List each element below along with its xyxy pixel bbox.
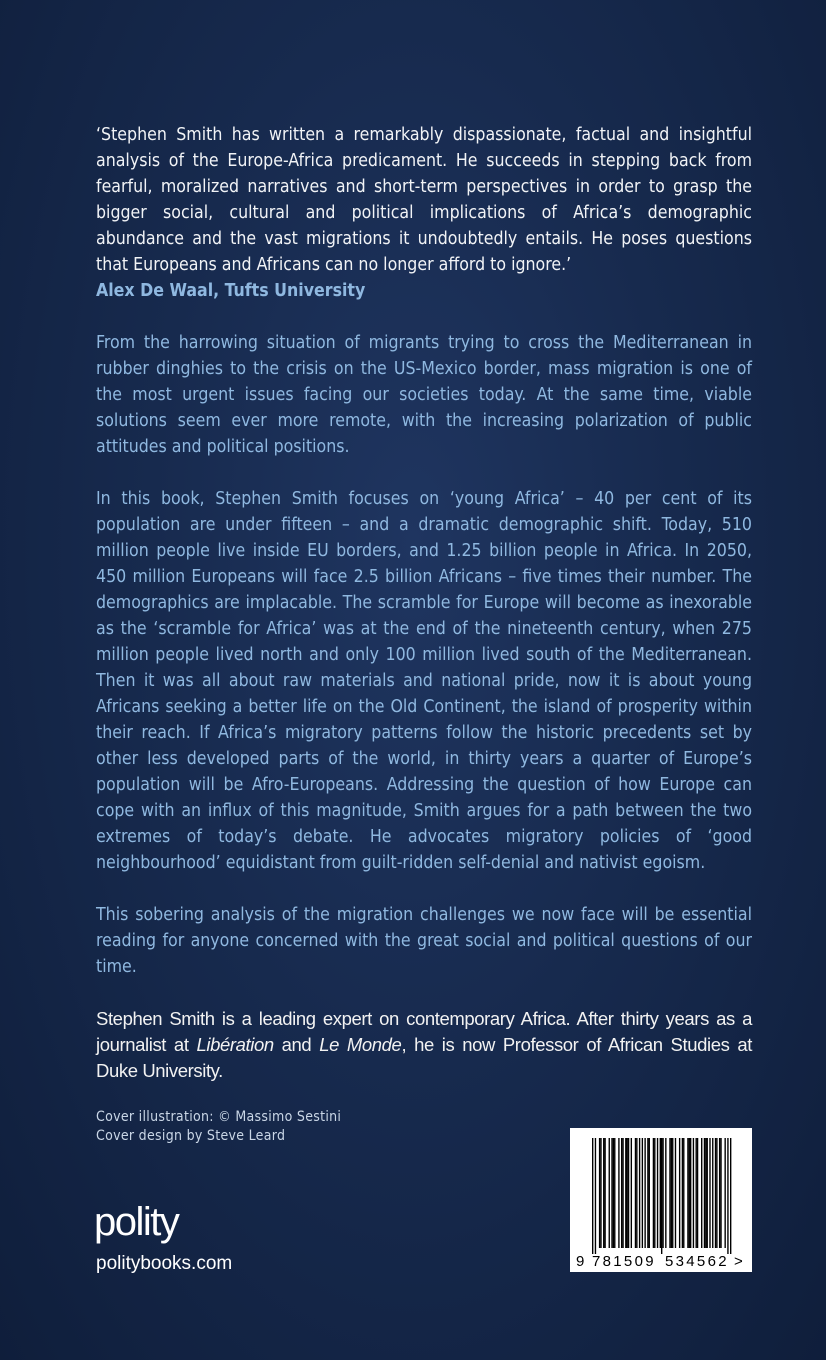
barcode-bar	[636, 1138, 637, 1248]
blurb-paragraph-2: In this book, Stephen Smith focuses on ‘young Africa’ – 40 per cent of its population are under fifteen – and a dramatic demographic shift. Today, 510 million people live inside EU borders, and 1.25 billion people in Africa. In 2050, 450 million Europeans will face 2.5 billion Africans – five times their number. The demographics are implacable. The scramble for Europe will become as inexorable as the ‘scramble for Africa’ was at the end of the nineteenth century, when 275 million people lived north and only 100 million lived south of the Mediterranean. Then it was all about raw materials and national pride, now it is about young Africans seeking a better life on the Old Continent, the island of prosperity within their reach. If Africa’s migratory patterns follow the historic precedents set by other less developed parts of the world, in thirty years a quarter of Europe’s population will be Afro-Europeans. Addressing the question of how Europe can cope with an influx of this magnitude, Smith argues for a path between the two extremes of today’s debate. He advocates migratory policies of ‘good neighbourhood’ equidistant from guilt-ridden self-denial and nativist egoism.	[96, 489, 752, 873]
barcode-bar	[635, 1138, 636, 1248]
barcode-digits-left: 781509	[592, 1253, 656, 1270]
barcode-bar	[661, 1138, 662, 1254]
barcode-bar	[724, 1138, 725, 1248]
barcode-bar	[649, 1138, 650, 1248]
barcode-bar	[720, 1138, 721, 1248]
endorsement-quote: ‘Stephen Smith has written a remarkably dispassionate, factual and insightful analysis of the Europe-Africa predicament. He succeeds in stepping back from fearful, moralized narratives and short-term perspectives in order to grasp the bigger social, cultural and political implications of Africa’s demographic abundance and the vast migrations it undoubtedly entails. He poses questions that Europeans and Africans can no longer afford to ignore.’	[96, 125, 752, 275]
barcode-bar	[618, 1138, 619, 1248]
barcode-bar	[693, 1138, 694, 1248]
barcode-bar	[682, 1138, 683, 1248]
newspaper-le-monde: Le Monde	[319, 1034, 402, 1055]
barcode-bar	[716, 1138, 717, 1248]
barcode-bar	[631, 1138, 632, 1248]
barcode-bar	[662, 1138, 663, 1248]
barcode-bar	[627, 1138, 628, 1248]
author-bio-text-1: Stephen Smith is a leading expert on contemporary Africa. After thirty years as a journalist at	[96, 1008, 752, 1055]
barcode-bar	[599, 1138, 600, 1248]
barcode-bar	[719, 1138, 720, 1248]
barcode-bar	[654, 1138, 655, 1248]
barcode-bar	[707, 1138, 708, 1248]
barcode-bar	[679, 1138, 680, 1248]
barcode-bar	[697, 1138, 698, 1248]
barcode-digits-right: 534562	[665, 1253, 729, 1270]
barcode-bar	[669, 1138, 670, 1248]
barcode-bar	[660, 1138, 661, 1248]
polity-logo: polity	[94, 1200, 179, 1244]
barcode-bar	[730, 1138, 731, 1254]
back-cover-text	[96, 122, 752, 1084]
barcode-bar	[715, 1138, 716, 1248]
barcode-bar	[696, 1138, 697, 1248]
barcode-bar	[709, 1138, 710, 1248]
barcode-bar	[687, 1138, 688, 1248]
publisher-website: politybooks.com	[96, 1253, 233, 1274]
barcode-bar	[671, 1138, 672, 1248]
barcode-graphic	[570, 1128, 752, 1272]
isbn-barcode	[570, 1128, 752, 1272]
barcode-quiet-zone-marker: >	[734, 1253, 743, 1270]
barcode-bar	[622, 1138, 623, 1248]
illustration-credit: Cover illustration: © Massimo Sestini	[96, 1109, 342, 1125]
barcode-bar	[690, 1138, 691, 1248]
barcode-bar	[614, 1138, 615, 1248]
endorsement-attribution: Alex De Waal, Tufts University	[96, 281, 366, 301]
barcode-bar	[609, 1138, 610, 1248]
barcode-bar	[712, 1138, 713, 1248]
barcode-bar	[603, 1138, 604, 1248]
blurb-paragraph-1: From the harrowing situation of migrants trying to cross the Mediterranean in rubber dinghies to the crisis on the US-Mexico border, mass migration is one of the most urgent issues facing our societies today. At the same time, viable solutions seem ever more remote, with the increasing polarization of public attitudes and political positions.	[96, 333, 752, 457]
barcode-bar	[647, 1138, 648, 1248]
barcode-bars	[592, 1138, 731, 1254]
author-bio-text-3: , he is now Professor of African Studies at Duke University.	[96, 1034, 752, 1081]
barcode-bar	[689, 1138, 690, 1248]
barcode-bar	[600, 1138, 601, 1248]
barcode-bar	[621, 1138, 622, 1248]
barcode-bar	[704, 1138, 705, 1248]
barcode-bar	[639, 1138, 640, 1248]
barcode-bar	[592, 1138, 593, 1254]
author-bio	[96, 1006, 752, 1084]
barcode-bar	[705, 1138, 706, 1248]
barcode-first-digit: 9	[576, 1253, 585, 1270]
newspaper-liberation: Libération	[196, 1034, 274, 1055]
barcode-bar	[675, 1138, 676, 1248]
design-credit: Cover design by Steve Leard	[96, 1128, 286, 1144]
barcode-bar	[613, 1138, 614, 1248]
barcode-bar	[611, 1138, 612, 1248]
barcode-bar	[642, 1138, 643, 1248]
author-bio-text-2: and	[273, 1034, 320, 1055]
barcode-bar	[653, 1138, 654, 1248]
barcode-bar	[701, 1138, 702, 1248]
barcode-bar	[604, 1138, 605, 1248]
barcode-bar	[657, 1138, 658, 1248]
barcode-bar	[628, 1138, 629, 1248]
barcode-bar	[595, 1138, 596, 1254]
barcode-bar	[665, 1138, 666, 1248]
barcode-bar	[672, 1138, 673, 1248]
barcode-bar	[683, 1138, 684, 1248]
barcode-bar	[625, 1138, 626, 1248]
barcode-bar	[644, 1138, 645, 1248]
blurb-paragraph-3: This sobering analysis of the migration challenges we now face will be essential reading for anyone concerned with the great social and political questions of our time.	[96, 905, 752, 977]
cover-credits	[96, 1108, 341, 1146]
barcode-bar	[727, 1138, 728, 1254]
